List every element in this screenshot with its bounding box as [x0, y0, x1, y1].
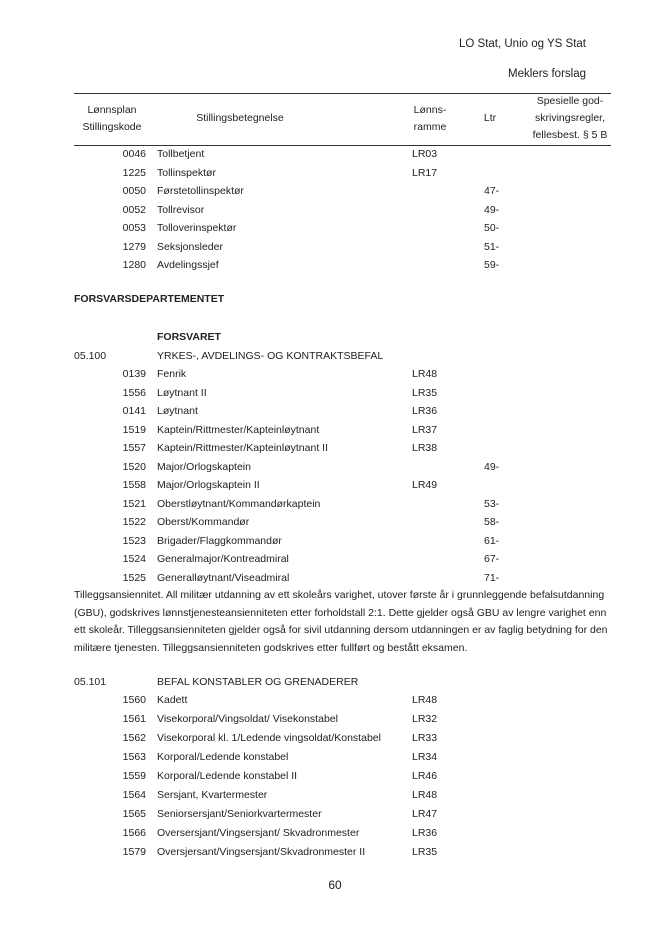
- row-frame: LR49: [412, 479, 438, 491]
- table-row: [0, 459, 670, 477]
- row-code: 1558: [122, 479, 146, 491]
- row-code: 0046: [122, 148, 146, 160]
- row-code: 0053: [122, 222, 146, 234]
- row-title: Fenrik: [157, 368, 187, 380]
- column-header-special-line2: skrivingsregler,: [534, 112, 606, 124]
- row-title: Tollinspektør: [157, 166, 216, 179]
- table-row: [0, 514, 670, 532]
- group-heading: [0, 348, 670, 364]
- row-ltr: 50-: [484, 222, 500, 234]
- row-frame: LR48: [412, 789, 438, 801]
- row-frame: LR35: [412, 386, 438, 399]
- row-code: 1524: [122, 553, 146, 565]
- row-code: 1563: [122, 751, 146, 763]
- row-title: Visekorporal kl. 1/Ledende vingsoldat/Konstabel: [157, 732, 381, 744]
- row-frame: LR36: [412, 405, 438, 417]
- row-frame: LR48: [412, 694, 438, 706]
- table-row: [0, 385, 670, 403]
- row-code: 1566: [122, 827, 146, 839]
- row-title: Korporal/Ledende konstabel: [157, 751, 289, 763]
- table-row: [0, 768, 670, 786]
- row-code: 0139: [122, 368, 146, 380]
- row-title: Generalmajor/Kontreadmiral: [157, 553, 289, 565]
- column-header-plan: [74, 102, 150, 136]
- row-frame: LR17: [412, 166, 438, 179]
- row-frame: LR35: [412, 846, 438, 858]
- table-row: [0, 551, 670, 569]
- group-title: YRKES-, AVDELINGS- OG KONTRAKTSBEFAL: [157, 350, 384, 362]
- column-header-ltr: Ltr: [483, 112, 497, 124]
- table-row: [0, 202, 670, 220]
- row-frame: LR47: [412, 808, 438, 820]
- table-row: [0, 806, 670, 824]
- row-title: Sersjant, Kvartermester: [157, 789, 268, 801]
- table-row: [0, 403, 670, 421]
- row-frame: LR36: [412, 827, 438, 839]
- table-row: [0, 183, 670, 201]
- row-title: Løytnant: [157, 405, 198, 417]
- row-code: 1523: [122, 534, 146, 547]
- row-code: 1565: [122, 808, 146, 820]
- agency-heading: FORSVARET: [157, 331, 221, 343]
- row-code: 1560: [122, 694, 146, 706]
- row-title: Løytnant II: [157, 386, 207, 399]
- row-code: 0052: [122, 203, 146, 216]
- column-header-special-line1: Spesielle god-: [536, 95, 604, 107]
- table-row: [0, 146, 670, 164]
- column-header-title: Stillingsbetegnelse: [196, 112, 284, 124]
- row-ltr: 49-: [484, 460, 500, 473]
- row-ltr: 58-: [484, 516, 500, 528]
- table-row: [0, 570, 670, 588]
- row-title: Kaptein/Rittmester/Kapteinløytnant II: [157, 442, 328, 454]
- group-title: BEFAL KONSTABLER OG GRENADERER: [157, 676, 359, 688]
- row-code: 1280: [122, 259, 146, 271]
- row-ltr: 51-: [484, 240, 500, 253]
- row-code: 0050: [122, 185, 146, 197]
- row-code: 1562: [122, 732, 146, 744]
- row-code: 1225: [122, 166, 146, 179]
- row-title: Tolloverinspektør: [157, 222, 237, 234]
- table-row: [0, 366, 670, 384]
- row-ltr: 61-: [484, 534, 500, 547]
- row-code: 1557: [122, 442, 146, 454]
- table-row: [0, 496, 670, 514]
- row-code: 1561: [122, 713, 146, 725]
- column-header-frame-line2: ramme: [413, 121, 447, 133]
- row-title: Korporal/Ledende konstabel II: [157, 770, 298, 782]
- table-row: [0, 844, 670, 862]
- row-code: 1559: [122, 770, 146, 782]
- row-code: 1525: [122, 571, 146, 584]
- column-header-plan-line1: Lønnsplan: [87, 104, 137, 116]
- table-row: [0, 730, 670, 748]
- header-proposal: Meklers forslag: [508, 68, 586, 80]
- row-code: 1579: [122, 846, 146, 858]
- table-row: [0, 220, 670, 238]
- table-row: [0, 692, 670, 710]
- row-ltr: 47-: [484, 185, 500, 197]
- row-frame: LR34: [412, 751, 438, 763]
- row-ltr: 49-: [484, 203, 500, 216]
- group-code: 05.100: [74, 350, 107, 362]
- table-row: [0, 257, 670, 275]
- row-code: 1279: [122, 240, 146, 253]
- column-header-frame: [400, 102, 460, 136]
- table-row: [0, 239, 670, 257]
- table-row: [0, 165, 670, 183]
- seniority-note: Tilleggsansiennitet. All militær utdanning av ett skoleårs varighet, utover første år i grunnleggende befalsutdanning (GBU), godskrives lønnstjenesteansienniteten etter forholdstall 2:1. Dette gjelder også GBU av lengre varighet enn ett skoleår. Tilleggsansienniteten gjelder også for sivil utdanning dersom utdanningen er av faglig betydning for den militære tjenesten. Tilleggsansienniteten godskrives etter fullført og bestått eksamen.: [74, 589, 608, 654]
- row-ltr: 67-: [484, 553, 500, 565]
- page-number: 60: [328, 878, 342, 892]
- table-row: [0, 477, 670, 495]
- table-row: [0, 711, 670, 729]
- row-title: Major/Orlogskaptein II: [157, 479, 260, 491]
- table-row: [0, 533, 670, 551]
- table-row: [0, 787, 670, 805]
- row-frame: LR37: [412, 423, 438, 436]
- row-title: Brigader/Flaggkommandør: [157, 534, 282, 547]
- table-row: [0, 422, 670, 440]
- row-title: Førstetollinspektør: [157, 185, 244, 197]
- table-row: [0, 749, 670, 767]
- row-title: Kaptein/Rittmester/Kapteinløytnant: [157, 423, 320, 436]
- row-title: Avdelingssjef: [157, 259, 219, 271]
- column-header-frame-line1: Lønns-: [413, 104, 447, 116]
- row-title: Oversersjant/Vingsersjant/ Skvadronmester: [157, 827, 360, 839]
- column-header-special: [515, 93, 625, 144]
- row-code: 1556: [122, 386, 146, 399]
- row-code: 0141: [122, 405, 146, 417]
- column-header-plan-line2: Stillingskode: [82, 121, 142, 133]
- row-title: Visekorporal/Vingsoldat/ Visekonstabel: [157, 713, 338, 725]
- row-frame: LR03: [412, 148, 438, 160]
- row-ltr: 59-: [484, 259, 500, 271]
- header-parties: LO Stat, Unio og YS Stat: [459, 38, 586, 50]
- row-frame: LR38: [412, 442, 438, 454]
- table-row: [0, 825, 670, 843]
- row-code: 1519: [122, 423, 146, 436]
- row-title: Tollbetjent: [157, 148, 205, 160]
- group-code: 05.101: [74, 676, 107, 688]
- row-title: Oberstløytnant/Kommandørkaptein: [157, 497, 321, 510]
- row-title: Generalløytnant/Viseadmiral: [157, 571, 290, 584]
- row-code: 1522: [122, 516, 146, 528]
- row-title: Oversjersant/Vingsersjant/Skvadronmester II: [157, 846, 366, 858]
- row-frame: LR48: [412, 368, 438, 380]
- row-title: Major/Orlogskaptein: [157, 460, 251, 473]
- department-heading: FORSVARSDEPARTEMENTET: [74, 293, 225, 305]
- row-ltr: 53-: [484, 497, 500, 510]
- row-code: 1520: [122, 460, 146, 473]
- row-title: Oberst/Kommandør: [157, 516, 250, 528]
- row-title: Seksjonsleder: [157, 240, 223, 253]
- row-frame: LR33: [412, 732, 438, 744]
- row-frame: LR32: [412, 713, 438, 725]
- row-code: 1564: [122, 789, 146, 801]
- table-row: [0, 440, 670, 458]
- row-title: Tollrevisor: [157, 203, 205, 216]
- row-ltr: 71-: [484, 571, 500, 584]
- column-header-special-line3: fellesbest. § 5 B: [532, 129, 608, 141]
- row-title: Kadett: [157, 694, 188, 706]
- row-code: 1521: [122, 497, 146, 510]
- row-title: Seniorsersjant/Seniorkvartermester: [157, 808, 322, 820]
- row-frame: LR46: [412, 770, 438, 782]
- group-heading: [0, 674, 670, 690]
